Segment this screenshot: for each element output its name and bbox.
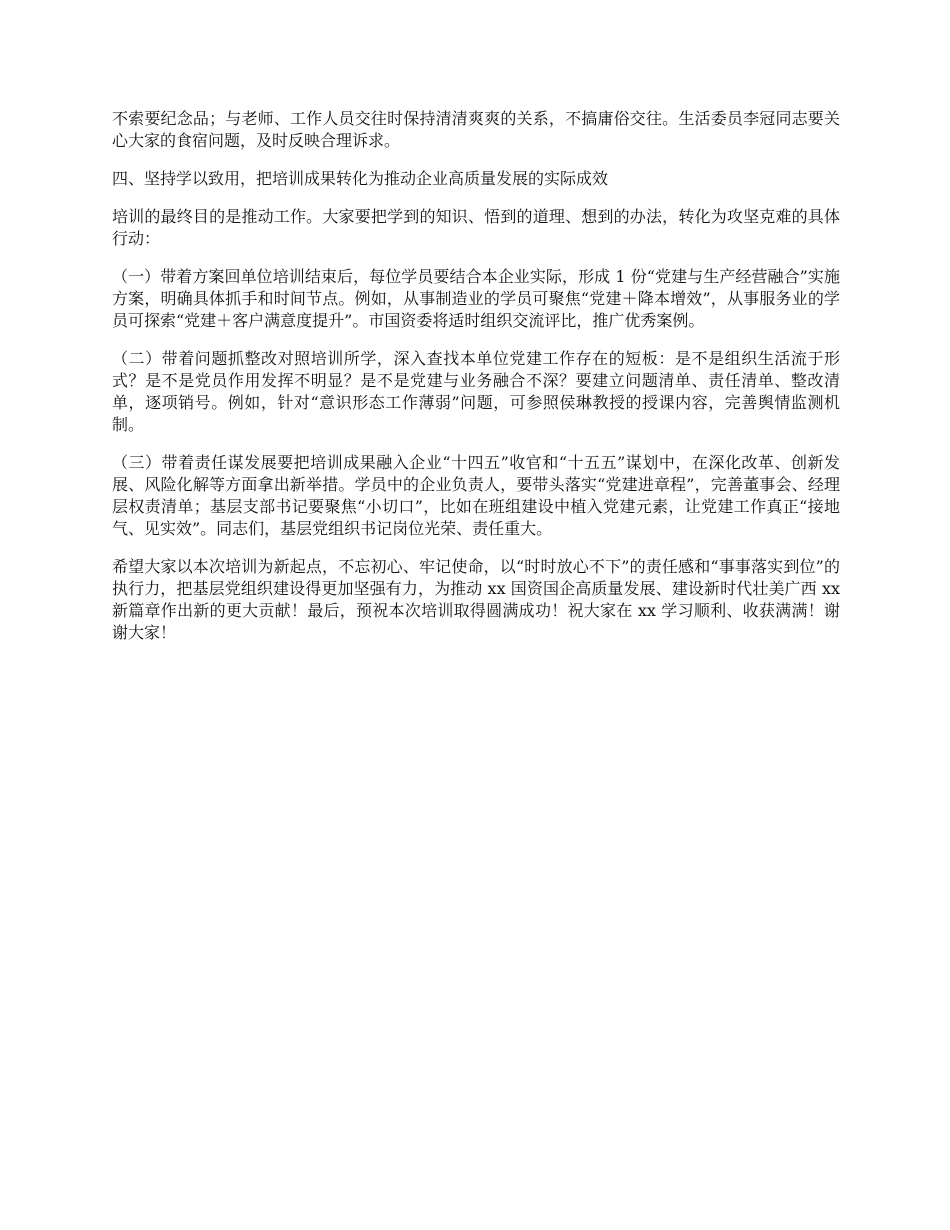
paragraph-conduct-rules: 不索要纪念品；与老师、工作人员交往时保持清清爽爽的关系，不搞庸俗交往。生活委员李冠同志要关心大家的食宿问题，及时反映合理诉求。 bbox=[112, 109, 840, 150]
section-heading-four: 四、坚持学以致用，把培训成果转化为推动企业高质量发展的实际成效 bbox=[112, 169, 609, 188]
paragraph-training-goal: 培训的最终目的是推动工作。大家要把学到的知识、悟到的道理、想到的办法，转化为攻坚克难的具体行动： bbox=[112, 207, 840, 248]
paragraph-item-three: （三）带着责任谋发展要把培训成果融入企业“十四五”收官和“十五五”谋划中，在深化改革、创新发展、风险化解等方面拿出新举措。学员中的企业负责人，要带头落实“党建进章程”，完善董事会、经理层权责清单；基层支部书记要聚焦“小切口”，比如在班组建设中植入党建元素，让党建工作真正“接地气、见实效”。同志们，基层党组织书记岗位光荣、责任重大。 bbox=[112, 453, 840, 538]
paragraph-closing: 希望大家以本次培训为新起点，不忘初心、牢记使命，以“时时放心不下”的责任感和“事事落实到位”的执行力，把基层党组织建设得更加坚强有力，为推动 xx 国资国企高质量发展、建设新时代壮美广西 xx 新篇章作出新的更大贡献！最后，预祝本次培训取得圆满成功！祝大家在 xx 学习顺利、收获满满！谢谢大家！ bbox=[112, 557, 840, 642]
paragraph-item-two: （二）带着问题抓整改对照培训所学，深入查找本单位党建工作存在的短板：是不是组织生活流于形式？是不是党员作用发挥不明显？是不是党建与业务融合不深？要建立问题清单、责任清单、整改清单，逐项销号。例如，针对“意识形态工作薄弱”问题，可参照侯琳教授的授课内容，完善舆情监测机制。 bbox=[112, 349, 840, 434]
document-body bbox=[112, 108, 840, 660]
paragraph-item-one: （一）带着方案回单位培训结束后，每位学员要结合本企业实际，形成 1 份“党建与生产经营融合”实施方案，明确具体抓手和时间节点。例如，从事制造业的学员可聚焦“党建＋降本增效”，从事服务业的学员可探索“党建＋客户满意度提升”。市国资委将适时组织交流评比，推广优秀案例。 bbox=[112, 267, 840, 330]
